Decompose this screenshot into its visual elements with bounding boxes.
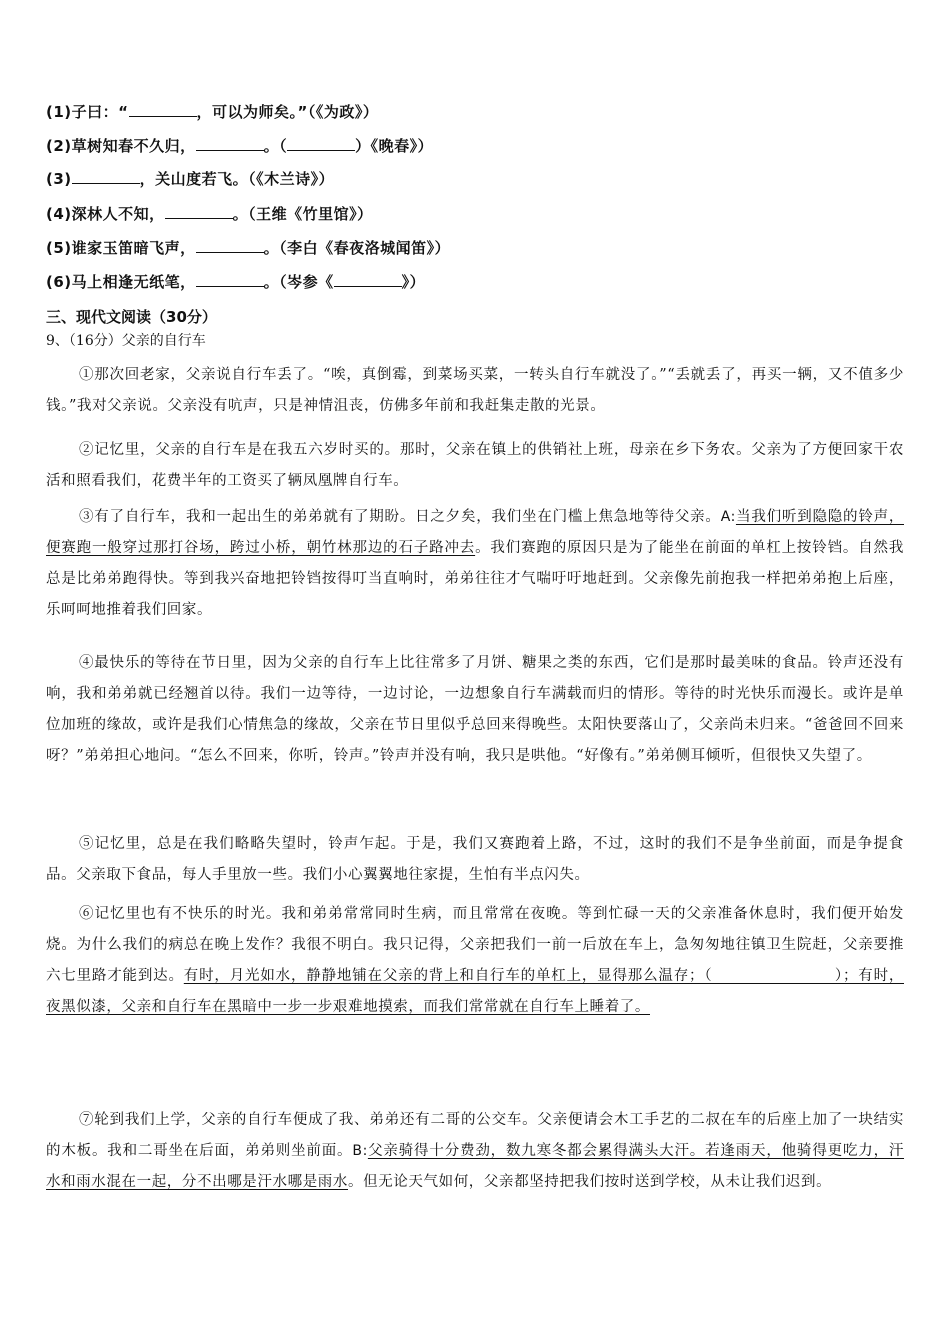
- paragraph-7: ⑦轮到我们上学，父亲的自行车便成了我、弟弟还有二哥的公交车。父亲便请会木工手艺的二叔在车的后座上加了一块结实的木板。我和二哥坐在后面，弟弟则坐前面。B:父亲骑得十分费劲，数九寒冬都会累得满头大汗。若逢雨天，他骑得更吃力，汗水和雨水混在一起，分不出哪是汗水哪是雨水。但无论天气如何，父亲都坚持把我们按时送到学校，从未让我们迟到。: [46, 1112, 905, 1190]
- underlined-passage: 有时，月光如水，静静地铺在父亲的背上和自行车的单杠上，显得那么温存；（ ）；有时，夜黑似漆，父亲和自行车在黑暗中一步一步艰难地摸索，而我们常常就在自行车上睡着了。: [46, 968, 904, 1015]
- paragraph-4: ④最快乐的等待在节日里，因为父亲的自行车上比往常多了月饼、糖果之类的东西，它们是那时最美味的食品。铃声还没有响，我和弟弟就已经翘首以待。我们一边等待，一边讨论，一边想象自行车满载而归的情形。等待的时光快乐而漫长。或许是单位加班的缘故，或许是我们心情焦急的缘故，父亲在节日里似乎总回来得晚些。太阳快要落山了，父亲尚未归来。“爸爸回不回来呀？”弟弟担心地问。“怎么不回来，你听，铃声。”铃声并没有响，我只是哄他。“好像有。”弟弟侧耳倾听，但很快又失望了。: [46, 655, 904, 764]
- answer-blank[interactable]: [129, 101, 197, 117]
- paragraph-5: ⑤记忆里，总是在我们略略失望时，铃声乍起。于是，我们又赛跑着上路，不过，这时的我们不是争坐前面，而是争提食品。父亲取下食品，每人手里放一些。我们小心翼翼地往家提，生怕有半点闪失。: [46, 836, 904, 883]
- answer-blank[interactable]: [196, 135, 264, 151]
- annotation-label-a: A:: [720, 509, 736, 525]
- underlined-sentence-b: 父亲骑得十分费劲，数九寒冬都会累得满头大汗。若逢雨天，他骑得更吃力，汗水和雨水混在一起，分不出哪是汗水哪是雨水: [46, 1143, 905, 1190]
- answer-blank[interactable]: [196, 237, 264, 253]
- question-title: 9、（16分）父亲的自行车: [46, 333, 206, 349]
- fill-in-question-3: (3) ，关山度若飞。（《木兰诗》）: [46, 170, 335, 188]
- fill-in-question-5: (5)谁家玉笛暗飞声， 。（李白《春夜洛城闻笛》）: [46, 239, 451, 257]
- fill-in-question-1: (1)子曰：“ ，可以为师矣。”（《为政》）: [46, 103, 379, 121]
- fill-in-question-4: (4)深林人不知， 。（王维《竹里馆》）: [46, 205, 373, 223]
- paragraph-6: ⑥记忆里也有不快乐的时光。我和弟弟常常同时生病，而且常常在夜晚。等到忙碌一天的父亲准备休息时，我们便开始发烧。为什么我们的病总在晚上发作？我很不明白。我只记得，父亲把我们一前一后放在车上，急匆匆地往镇卫生院赶，父亲要推六七里路才能到达。有时，月光如水，静静地铺在父亲的背上和自行车的单杠上，显得那么温存；（ ）；有时，夜黑似漆，父亲和自行车在黑暗中一步一步艰难地摸索，而我们常常就在自行车上睡着了。: [46, 906, 904, 1015]
- answer-blank[interactable]: [72, 168, 140, 184]
- paragraph-1: ①那次回老家，父亲说自行车丢了。“唉，真倒霉，到菜场买菜，一转头自行车就没了。”“丢就丢了，再买一辆，又不值多少钱。”我对父亲说。父亲没有吭声，只是神情沮丧，仿佛多年前和我赶集走散的光景。: [46, 367, 904, 414]
- annotation-label-b: B:: [352, 1143, 368, 1159]
- paragraph-3: ③有了自行车，我和一起出生的弟弟就有了期盼。日之夕矣，我们坐在门槛上焦急地等待父亲。A:当我们听到隐隐的铃声，便赛跑一般穿过那打谷场，跨过小桥，朝竹林那边的石子路冲去。我们赛跑的原因只是为了能坐在前面的单杠上按铃铛。自然我总是比弟弟跑得快。等到我兴奋地把铃铛按得叮当直响时，弟弟往往才气喘吁吁地赶到。父亲像先前抱我一样把弟弟抱上后座，乐呵呵地推着我们回家。: [46, 509, 904, 618]
- paragraph-2: ②记忆里，父亲的自行车是在我五六岁时买的。那时，父亲在镇上的供销社上班，母亲在乡下务农。父亲为了方便回家干农活和照看我们，花费半年的工资买了辆凤凰牌自行车。: [46, 442, 904, 489]
- answer-blank[interactable]: [196, 271, 264, 287]
- section-title: 三、现代文阅读（30分）: [46, 308, 217, 326]
- fill-in-question-2: (2)草树知春不久归， 。（ ）《晚春》）: [46, 137, 434, 155]
- answer-blank[interactable]: [165, 203, 233, 219]
- answer-blank[interactable]: [334, 271, 402, 287]
- underlined-sentence-a: 当我们听到隐隐的铃声，便赛跑一般穿过那打谷场，跨过小桥，朝竹林那边的石子路冲去: [46, 509, 904, 556]
- fill-in-question-6: (6)马上相逢无纸笔， 。（岑参《 》）: [46, 273, 426, 291]
- answer-blank[interactable]: [287, 135, 355, 151]
